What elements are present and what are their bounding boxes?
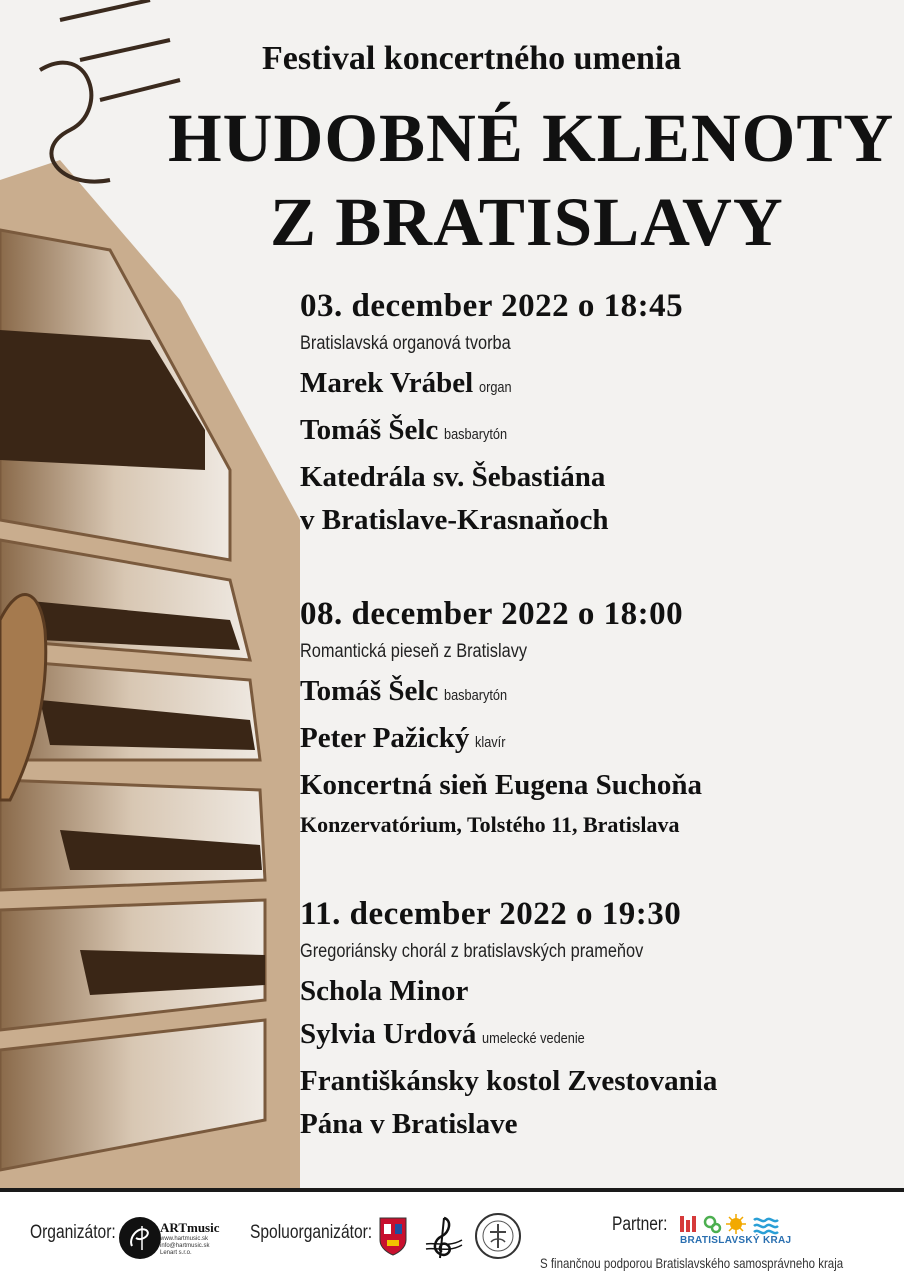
coorganizer-label: Spoluorganizátor: [250,1222,373,1243]
performer [300,717,890,764]
performer [300,670,890,717]
event-2 [300,594,890,843]
venue-line: v Bratislave-Krasnaňoch [300,504,609,536]
funding-note: S finančnou podporou Bratislavského samosprávneho kraja [540,1255,844,1271]
performer-name: Marek Vrábel [300,367,474,399]
venue-line: Pána v Bratislave [300,1108,518,1140]
event-date: 03. december 2022 o 18:45 [300,288,684,324]
performer-name: Tomáš Šelc [300,675,439,707]
performer [300,409,890,456]
performer-role: basbarytón [444,687,508,704]
event-1 [300,286,890,542]
event-program: Gregoriánsky chorál z bratislavských prameňov [300,941,644,962]
performer-role: basbarytón [444,426,508,443]
bratislavsky-kraj-logo-icon [678,1212,788,1256]
performer-name: Peter Pažický [300,722,470,754]
coat-of-arms-icon [378,1216,408,1256]
event-program: Bratislavská organová tvorba [300,333,511,354]
treble-clef-logo-icon [422,1214,464,1260]
artmusic-logo-contacts: www.hartmusic.sk info@hartmusic.sk Lenart s.r.o. [160,1236,210,1256]
artmusic-logo-text: ARTmusic [160,1220,220,1235]
poster-footer [0,1188,904,1284]
performer-role: klavír [475,734,506,751]
performer-name: Schola Minor [300,975,469,1007]
performer-role: umelecké vedenie [482,1030,586,1047]
venue-address: Konzervatórium, Tolstého 11, Bratislava [300,812,680,837]
performer-name: Sylvia Urdová [300,1018,477,1050]
bratislavsky-kraj-logo-text: BRATISLAVSKÝ KRAJ [680,1235,792,1246]
venue-line: Koncertná sieň Eugena Suchoňa [300,769,703,801]
performer [300,1013,890,1060]
event-program: Romantická pieseň z Bratislavy [300,641,528,662]
event-date: 08. december 2022 o 18:00 [300,596,684,632]
performer [300,970,890,1013]
venue-line: Františkánsky kostol Zvestovania [300,1065,718,1097]
performer-name: Tomáš Šelc [300,414,439,446]
artmusic-logo-icon [118,1216,162,1260]
event-3 [300,894,890,1146]
event-date: 11. december 2022 o 19:30 [300,896,682,932]
organizer-label: Organizátor: [30,1222,116,1243]
festival-subtitle: Festival koncertného umenia [262,40,682,77]
performer [300,362,890,409]
festival-title-line-2: Z BRATISLAVY [270,184,784,260]
festival-title-line-1: HUDOBNÉ KLENOTY [168,100,895,176]
venue-line: Katedrála sv. Šebastiána [300,461,606,493]
performer-role: organ [479,379,512,396]
church-seal-icon [474,1212,522,1260]
partner-label: Partner: [612,1214,668,1235]
